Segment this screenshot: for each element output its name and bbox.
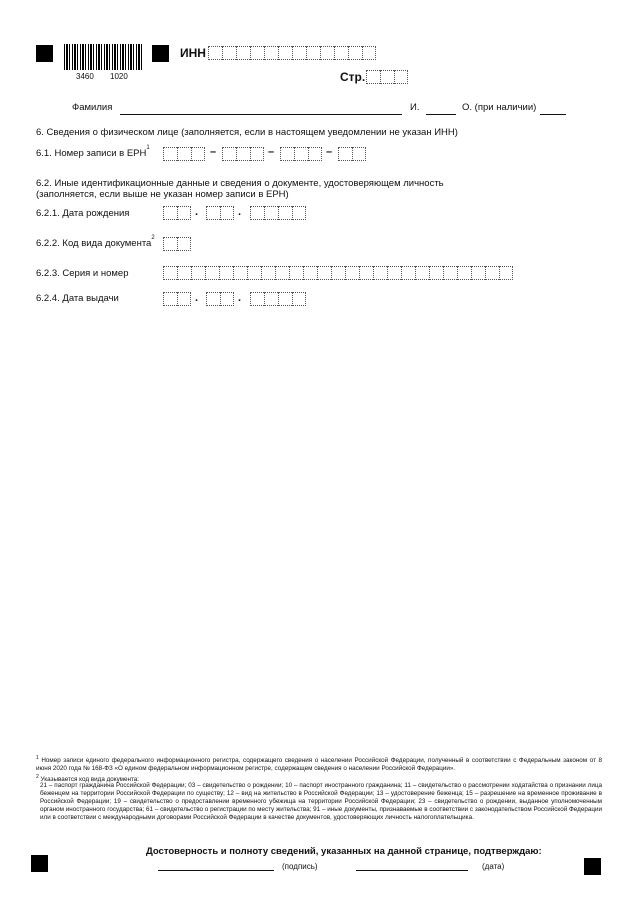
series-number-label: 6.2.3. Серия и номер bbox=[36, 268, 129, 279]
entry-cell[interactable] bbox=[222, 147, 236, 161]
entry-cell[interactable] bbox=[264, 206, 278, 220]
entry-cell[interactable] bbox=[220, 292, 234, 306]
ern-dash-1: – bbox=[210, 146, 217, 158]
entry-cell[interactable] bbox=[177, 237, 191, 251]
patronymic-label: О. (при наличии) bbox=[462, 102, 537, 113]
corner-marker-top-center bbox=[152, 45, 169, 62]
issue-dot-1: . bbox=[195, 292, 199, 304]
entry-cell[interactable] bbox=[415, 266, 429, 280]
ern-label bbox=[36, 145, 150, 160]
footnote-1-mark: 1 bbox=[36, 755, 39, 761]
entry-cell[interactable] bbox=[471, 266, 485, 280]
inn-label: ИНН bbox=[180, 46, 206, 60]
entry-cell[interactable] bbox=[457, 266, 471, 280]
confirm-text: Достоверность и полноту сведений, указанных на данной странице, подтверждаю: bbox=[146, 846, 542, 857]
barcode-number-left: 3460 bbox=[76, 72, 94, 81]
entry-cell[interactable] bbox=[163, 266, 177, 280]
entry-cell[interactable] bbox=[191, 147, 205, 161]
entry-cell[interactable] bbox=[317, 266, 331, 280]
entry-cell[interactable] bbox=[373, 266, 387, 280]
entry-cell[interactable] bbox=[222, 46, 236, 60]
entry-cell[interactable] bbox=[306, 46, 320, 60]
entry-cell[interactable] bbox=[294, 147, 308, 161]
birth-dot-1: . bbox=[195, 206, 199, 218]
entry-cell[interactable] bbox=[292, 46, 306, 60]
entry-cell[interactable] bbox=[380, 70, 394, 84]
entry-cell[interactable] bbox=[292, 292, 306, 306]
entry-cell[interactable] bbox=[394, 70, 408, 84]
entry-cell[interactable] bbox=[261, 266, 275, 280]
entry-cell[interactable] bbox=[264, 46, 278, 60]
entry-cell[interactable] bbox=[308, 147, 322, 161]
birth-year-boxes[interactable] bbox=[250, 206, 306, 220]
ern-footnote-mark: 1 bbox=[146, 145, 150, 151]
inn-boxes[interactable] bbox=[208, 46, 376, 60]
entry-cell[interactable] bbox=[208, 46, 222, 60]
entry-cell[interactable] bbox=[292, 206, 306, 220]
entry-cell[interactable] bbox=[348, 46, 362, 60]
entry-cell[interactable] bbox=[366, 70, 380, 84]
entry-cell[interactable] bbox=[320, 46, 334, 60]
date-label: (дата) bbox=[482, 862, 505, 871]
signature-field[interactable] bbox=[158, 870, 274, 871]
ern-boxes-4[interactable] bbox=[338, 147, 366, 161]
footnote-2-mark: 2 bbox=[36, 774, 39, 780]
entry-cell[interactable] bbox=[163, 237, 177, 251]
corner-marker-bottom-left bbox=[31, 855, 48, 872]
barcode-number-right: 1020 bbox=[110, 72, 128, 81]
entry-cell[interactable] bbox=[191, 266, 205, 280]
entry-cell[interactable] bbox=[163, 292, 177, 306]
ern-boxes-3[interactable] bbox=[280, 147, 322, 161]
entry-cell[interactable] bbox=[352, 147, 366, 161]
entry-cell[interactable] bbox=[236, 46, 250, 60]
entry-cell[interactable] bbox=[278, 206, 292, 220]
entry-cell[interactable] bbox=[250, 292, 264, 306]
birth-dot-2: . bbox=[238, 206, 242, 218]
entry-cell[interactable] bbox=[289, 266, 303, 280]
entry-cell[interactable] bbox=[177, 147, 191, 161]
ern-boxes-2[interactable] bbox=[222, 147, 264, 161]
entry-cell[interactable] bbox=[206, 206, 220, 220]
initial-label: И. bbox=[410, 102, 420, 113]
entry-cell[interactable] bbox=[278, 292, 292, 306]
corner-marker-bottom-right bbox=[584, 858, 601, 875]
entry-cell[interactable] bbox=[499, 266, 513, 280]
entry-cell[interactable] bbox=[206, 292, 220, 306]
entry-cell[interactable] bbox=[220, 206, 234, 220]
footnote-2-text: 21 – паспорт гражданина Российской Федерации; 03 – свидетельство о рождении; 10 – паспорт иностранного гражданина; 11 – свидетельство о рассмотрении ходатайства о признании лица беженцем на территории Российской Федерации по существу; 12 – вид на жительство в Российской Федерации; 13 – удостоверение беженца; 15 – разрешение на временное проживание в Российской Федерации; 19 – свидетельство о предоставлении временного убежища на территории Российской Федерации; 23 – свидетельство о рождении, выданное уполномоченным органом иностранного государства; 61 – свидетельство о регистрации по месту жительства; 91 – иные документы, признаваемые в соответствии с законодательством Российской Федерации или в соответствии с международными договорами Российской Федерации в качестве документов, удостоверяющих личность налогоплательщика. bbox=[40, 782, 602, 821]
page-number-boxes[interactable] bbox=[366, 70, 408, 84]
entry-cell[interactable] bbox=[280, 147, 294, 161]
entry-cell[interactable] bbox=[485, 266, 499, 280]
entry-cell[interactable] bbox=[177, 292, 191, 306]
footnote-2-title-text: Указывается код вида документа: bbox=[40, 776, 140, 784]
issue-year-boxes[interactable] bbox=[250, 292, 306, 306]
doc-code-label bbox=[36, 235, 155, 250]
entry-cell[interactable] bbox=[275, 266, 289, 280]
entry-cell[interactable] bbox=[250, 147, 264, 161]
entry-cell[interactable] bbox=[163, 206, 177, 220]
issue-day-boxes[interactable] bbox=[163, 292, 191, 306]
entry-cell[interactable] bbox=[334, 46, 348, 60]
section-6-2-title-line1: 6.2. Иные идентификационные данные и сведения о документе, удостоверяющем личность bbox=[36, 178, 444, 189]
entry-cell[interactable] bbox=[233, 266, 247, 280]
entry-cell[interactable] bbox=[401, 266, 415, 280]
entry-cell[interactable] bbox=[163, 147, 177, 161]
section-6-2-title-line2: (заполняется, если выше не указан номер записи в ЕРН) bbox=[36, 189, 289, 200]
entry-cell[interactable] bbox=[345, 266, 359, 280]
issue-date-label: 6.2.4. Дата выдачи bbox=[36, 293, 119, 304]
initial-field[interactable] bbox=[426, 114, 456, 115]
entry-cell[interactable] bbox=[250, 206, 264, 220]
date-field[interactable] bbox=[356, 870, 468, 871]
entry-cell[interactable] bbox=[264, 292, 278, 306]
page-label: Стр. bbox=[340, 70, 366, 84]
birth-month-boxes[interactable] bbox=[206, 206, 234, 220]
entry-cell[interactable] bbox=[303, 266, 317, 280]
patronymic-field[interactable] bbox=[540, 114, 566, 115]
footnote-1 bbox=[36, 754, 602, 773]
entry-cell[interactable] bbox=[429, 266, 443, 280]
entry-cell[interactable] bbox=[387, 266, 401, 280]
doc-code-footnote-mark: 2 bbox=[151, 235, 155, 241]
ern-dash-3: – bbox=[326, 146, 333, 158]
ern-boxes-1[interactable] bbox=[163, 147, 205, 161]
ern-label-text: 6.1. Номер записи в ЕРН bbox=[36, 148, 147, 160]
entry-cell[interactable] bbox=[338, 147, 352, 161]
entry-cell[interactable] bbox=[236, 147, 250, 161]
footnote-1-text: Номер записи единого федерального информационного регистра, содержащего сведения о населении Российской Федерации, полученный в соответствии с Федеральным законом от 8 июня 2020 года № 168-ФЗ «О едином федеральном информационном регистре, содержащем сведения о населении Российской Федерации». bbox=[36, 757, 603, 773]
entry-cell[interactable] bbox=[250, 46, 264, 60]
barcode bbox=[64, 44, 144, 70]
entry-cell[interactable] bbox=[331, 266, 345, 280]
entry-cell[interactable] bbox=[177, 206, 191, 220]
issue-month-boxes[interactable] bbox=[206, 292, 234, 306]
signature-label: (подпись) bbox=[282, 862, 318, 871]
entry-cell[interactable] bbox=[247, 266, 261, 280]
surname-field[interactable] bbox=[120, 114, 402, 115]
entry-cell[interactable] bbox=[278, 46, 292, 60]
entry-cell[interactable] bbox=[443, 266, 457, 280]
doc-code-label-text: 6.2.2. Код вида документа bbox=[36, 238, 152, 250]
corner-marker-top-left bbox=[36, 45, 53, 62]
entry-cell[interactable] bbox=[362, 46, 376, 60]
entry-cell[interactable] bbox=[219, 266, 233, 280]
entry-cell[interactable] bbox=[359, 266, 373, 280]
entry-cell[interactable] bbox=[205, 266, 219, 280]
section-6-title: 6. Сведения о физическом лице (заполняется, если в настоящем уведомлении не указан ИНН) bbox=[36, 127, 458, 138]
series-number-boxes[interactable] bbox=[163, 266, 513, 280]
entry-cell[interactable] bbox=[177, 266, 191, 280]
surname-label: Фамилия bbox=[72, 102, 113, 113]
birth-day-boxes[interactable] bbox=[163, 206, 191, 220]
birth-date-label: 6.2.1. Дата рождения bbox=[36, 208, 130, 219]
issue-dot-2: . bbox=[238, 292, 242, 304]
ern-dash-2: – bbox=[268, 146, 275, 158]
doc-code-boxes[interactable] bbox=[163, 237, 191, 251]
